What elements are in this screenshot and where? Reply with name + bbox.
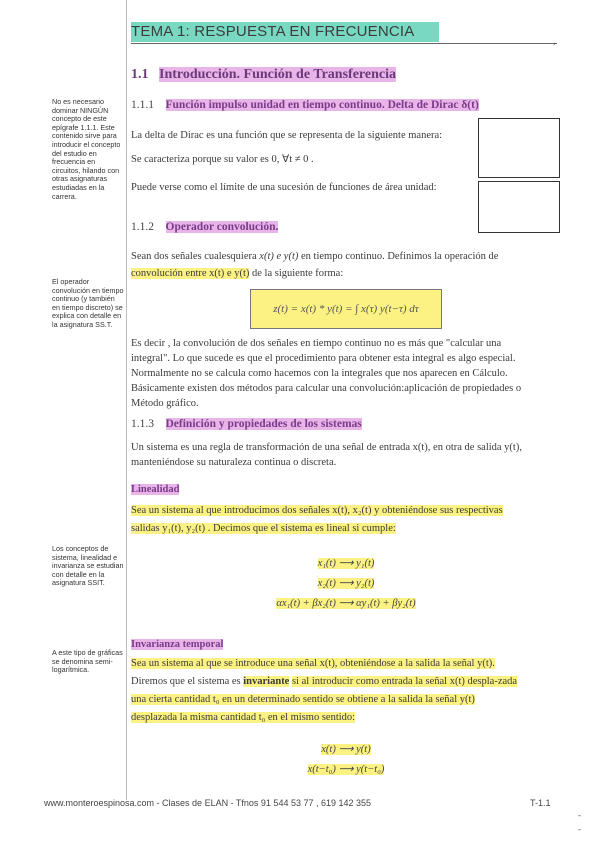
paragraph xyxy=(131,503,503,519)
invarianza-label xyxy=(131,637,223,653)
label-text: Invarianza temporal xyxy=(131,639,224,650)
linealidad-label xyxy=(131,482,179,498)
edge-mark: - xyxy=(578,824,581,834)
subsection-heading-111 xyxy=(131,99,479,111)
paragraph xyxy=(131,692,475,708)
equation: x₁(t) ⟶ y₁(t) xyxy=(317,558,375,569)
side-note: Los conceptos de sistema, linealidad e invarianza se estudian con detalle en la asignatura SSIT. xyxy=(52,544,124,588)
section-number: 1.1 xyxy=(131,67,149,82)
text: de la siguiente forma: xyxy=(252,268,344,279)
paragraph xyxy=(131,249,498,265)
subsection-number: 1.1.2 xyxy=(131,221,154,233)
paragraph xyxy=(131,674,517,690)
highlighted-text: invariante xyxy=(243,676,290,687)
paragraph: manteniéndose su naturaleza continua o discreta. xyxy=(131,457,337,468)
subsection-heading-112 xyxy=(131,221,278,233)
subsection-number: 1.1.1 xyxy=(131,99,154,111)
subsection-title: Función impulso unidad en tiempo continuo. Delta de Dirac δ(t) xyxy=(165,99,479,111)
paragraph-block xyxy=(131,336,561,411)
text: Diremos que el sistema es xyxy=(131,676,241,687)
figure-placeholder xyxy=(478,118,560,178)
subsection-title: Definición y propiedades de los sistemas xyxy=(165,418,362,430)
paragraph xyxy=(131,266,343,282)
paragraph xyxy=(131,656,495,672)
subsection-number: 1.1.3 xyxy=(131,418,154,430)
math: e xyxy=(276,251,282,262)
side-note: No es necesario dominar NINGÚN concepto de este epígrafe 1.1.1. Este contenido sirve para introducir el concepto del estudio en frecuencia en circuitos, hilando con otras asignaturas estudiadas en la carrera. xyxy=(52,97,121,201)
page-number: T-1.1 xyxy=(530,798,551,808)
equation: x(t−t₀) ⟶ y(t−t₀) xyxy=(307,764,385,775)
math: y(t) xyxy=(283,251,299,262)
equation: x(t) ⟶ y(t) xyxy=(321,744,371,755)
edge-marks xyxy=(578,808,581,836)
edge-mark: - xyxy=(578,810,581,820)
highlighted-text: si al introducir como entrada la señal x(t) despla-zada xyxy=(291,676,518,687)
invariance-equations xyxy=(131,740,561,780)
section-heading xyxy=(131,67,396,83)
paragraph xyxy=(131,710,355,726)
paragraph: Un sistema es una regla de transformación de una señal de entrada x(t), en otra de salida y(t), xyxy=(131,442,522,453)
corner-mark: , xyxy=(553,36,556,46)
figure-placeholder xyxy=(478,181,560,233)
linearity-equations xyxy=(131,554,561,614)
paragraph-line: Básicamente existen dos métodos para calcular una convolución:aplicación de propiedades o xyxy=(131,383,522,394)
paragraph-line: integral". Lo que sucede es que el procedimiento para obtener esta integral es algo especial. xyxy=(131,353,516,364)
equation: αx₁(t) + βx₂(t) ⟶ αy₁(t) + βy₂(t) xyxy=(276,598,416,609)
paragraph: La delta de Dirac es una función que se representa de la siguiente manera: xyxy=(131,130,443,141)
highlighted-text: desplazada la misma cantidad t₀ en el mismo sentido: xyxy=(131,712,356,723)
convolution-formula: z(t) = x(t) * y(t) = ∫ x(τ) y(t−τ) dτ xyxy=(250,289,442,329)
paragraph: Se caracteriza porque su valor es 0, ∀t ≠ 0 . xyxy=(131,154,314,165)
paragraph xyxy=(131,521,396,537)
highlighted-text: convolución entre x(t) e y(t) xyxy=(131,268,250,279)
subsection-title: Operador convolución. xyxy=(165,221,279,233)
paragraph-line: Es decir , la convolución de dos señales en tiempo continuo no es más que "calcular una xyxy=(131,338,502,349)
highlighted-text: Sea un sistema al que se introduce una señal x(t), obteniéndose a la salida la señal y(t). xyxy=(131,658,495,669)
paragraph: Puede verse como el límite de una sucesión de funciones de área unidad: xyxy=(131,182,437,193)
side-note: A este tipo de gráficas se denomina semi-logarítmica. xyxy=(52,648,123,675)
text: Sean dos señales cualesquiera xyxy=(131,251,257,262)
highlighted-text: una cierta cantidad t₀ en un determinado sentido se obtiene a la salida la señal y(t) xyxy=(131,694,475,705)
text: en tiempo continuo. Definimos la operación de xyxy=(301,251,499,262)
section-title: Introducción. Función de Transferencia xyxy=(159,67,396,82)
subsection-heading-113 xyxy=(131,418,362,430)
side-note: El operador convolución en tiempo continuo (y también en tiempo discreto) se explica con detalle en la asignatura SS.T. xyxy=(52,277,124,329)
margin-line xyxy=(126,0,127,800)
math: x(t) xyxy=(259,251,274,262)
equation: x₂(t) ⟶ y₂(t) xyxy=(317,578,375,589)
paragraph-line: Normalmente no se calcula como hacemos con la integrales que nos aparecen en Cálculo. xyxy=(131,368,508,379)
page-title: TEMA 1: RESPUESTA EN FRECUENCIA xyxy=(131,22,439,42)
label-text: Linealidad xyxy=(131,484,180,495)
footer-text: www.monteroespinosa.com - Clases de ELAN - Tfnos 91 544 53 77 , 619 142 355 xyxy=(44,798,372,808)
title-underline xyxy=(131,43,557,44)
highlighted-text: Sea un sistema al que introducimos dos señales x(t), x₂(t) y obteniéndose sus respectivas xyxy=(131,505,503,516)
paragraph-line: Método gráfico. xyxy=(131,398,199,409)
highlighted-text: salidas y₁(t), y₂(t) . Decimos que el sistema es lineal si cumple: xyxy=(131,523,396,534)
